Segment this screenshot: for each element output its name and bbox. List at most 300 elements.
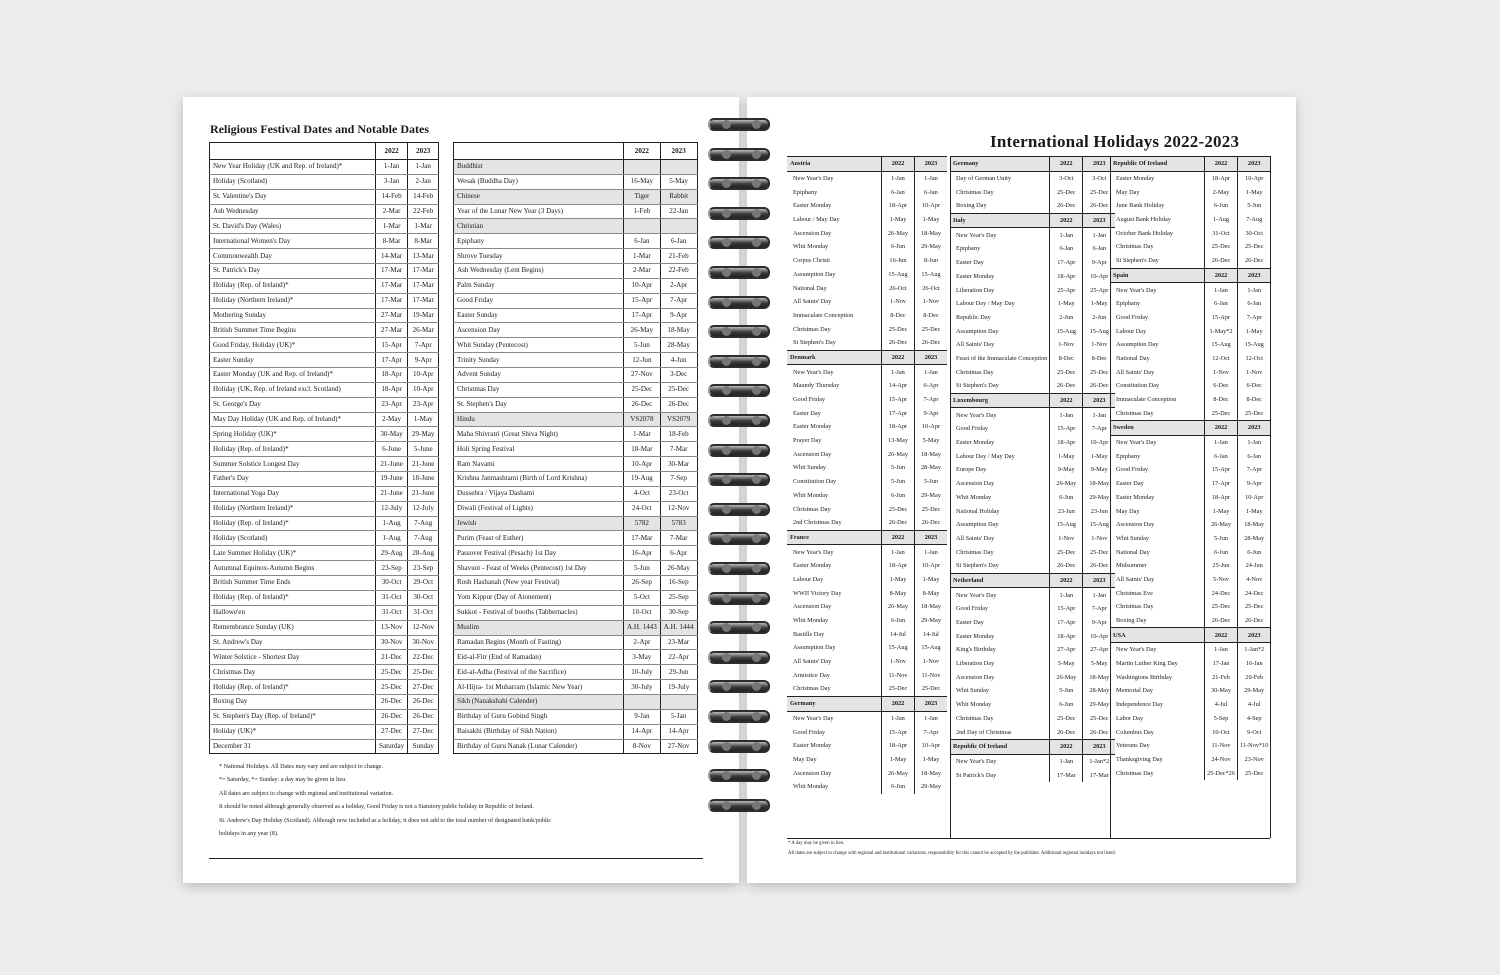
festival-name: Birthday of Guru Gobind Singh bbox=[454, 709, 624, 724]
holiday-row bbox=[787, 295, 947, 309]
holiday-row bbox=[787, 309, 947, 323]
date-2022: 5-Nov bbox=[1205, 573, 1238, 587]
date-2022: 18-Apr bbox=[1050, 436, 1083, 450]
holiday-name: All Saints' Day bbox=[956, 534, 995, 542]
date-2022: 23-Jun bbox=[1050, 504, 1083, 518]
date-2023: 7-Apr bbox=[408, 338, 439, 353]
date-2022: 31-Oct bbox=[376, 590, 408, 605]
holiday-name: Feast of the Immaculate Conception bbox=[956, 354, 1048, 362]
date-2023: 23-Nov bbox=[1238, 753, 1271, 767]
holiday-row bbox=[950, 616, 1115, 630]
date-2022: 1-Jan bbox=[1050, 228, 1083, 242]
event-name: Mothering Sunday bbox=[210, 308, 376, 323]
festival-name: Krishna Janmashtami (Birth of Lord Krishna) bbox=[454, 472, 624, 487]
date-2023: 15-Aug bbox=[1083, 518, 1116, 532]
date-2023: 6-Jan bbox=[1083, 242, 1116, 256]
date-2023: 7-Mar bbox=[660, 531, 697, 546]
date-2023: 6-Jan bbox=[1238, 449, 1271, 463]
festival-name: Holi Spring Festival bbox=[454, 442, 624, 457]
date-2022: 26-Dec bbox=[624, 397, 661, 412]
event-name: Remembrance Sunday (UK) bbox=[210, 620, 376, 635]
holiday-row bbox=[787, 240, 947, 254]
holiday-row bbox=[950, 256, 1115, 270]
date-2023: 1-May bbox=[408, 412, 439, 427]
date-2023: 6-Apr bbox=[915, 379, 948, 393]
date-2022: 25-Dec bbox=[1050, 185, 1083, 199]
holiday-name: Epiphany bbox=[1116, 452, 1141, 460]
festival-name: Muslim bbox=[454, 620, 624, 635]
date-2022: 1-Jan bbox=[882, 171, 915, 185]
date-2022: 17-Apr bbox=[624, 308, 661, 323]
holiday-name: Epiphany bbox=[1116, 300, 1141, 308]
date-2022: 25-Dec bbox=[882, 322, 915, 336]
event-name: International Women's Day bbox=[210, 234, 376, 249]
date-2022: 25-Dec bbox=[882, 682, 915, 696]
date-2023: 17-Mar bbox=[408, 293, 439, 308]
table-row bbox=[210, 620, 439, 635]
table-row bbox=[210, 397, 439, 412]
date-2022: 15-Apr bbox=[1050, 422, 1083, 436]
holiday-row bbox=[1110, 338, 1270, 352]
year-header: 2023 bbox=[408, 143, 439, 160]
country-header-row bbox=[950, 213, 1115, 228]
holiday-name: May Day bbox=[1116, 188, 1140, 196]
date-2022: 9-Jan bbox=[624, 709, 661, 724]
holiday-row bbox=[1110, 725, 1270, 739]
holiday-name: National Holiday bbox=[956, 507, 1000, 515]
holiday-name: New Year's Day bbox=[793, 714, 834, 722]
holiday-name: Easter Day bbox=[1116, 480, 1144, 488]
holiday-name: Boxing Day bbox=[956, 202, 987, 210]
holiday-name: 2nd Day of Christmas bbox=[956, 728, 1012, 736]
date-2022: 6-Jun bbox=[1050, 491, 1083, 505]
date-2023: 1-May bbox=[1083, 449, 1116, 463]
date-2023: 5-May bbox=[915, 434, 948, 448]
date-2023: 5-Jun bbox=[915, 475, 948, 489]
festival-name: Jewish bbox=[454, 516, 624, 531]
date-2022: 24-Dec bbox=[1205, 586, 1238, 600]
year-header: 2023 bbox=[915, 350, 948, 365]
year-header: 2023 bbox=[1238, 421, 1271, 436]
year-header: 2023 bbox=[1083, 739, 1116, 754]
date-2023: 18-May bbox=[1083, 477, 1116, 491]
holiday-row bbox=[950, 185, 1115, 199]
date-2022: 27-Mar bbox=[376, 308, 408, 323]
holiday-name: Bastille Day bbox=[793, 630, 825, 638]
event-name: Ash Wednesday bbox=[210, 204, 376, 219]
holiday-row bbox=[950, 629, 1115, 643]
holiday-name: Columbus Day bbox=[1116, 728, 1154, 736]
holiday-name: Assumption Day bbox=[956, 521, 999, 529]
date-2023: 26-Dec bbox=[660, 397, 697, 412]
holiday-row bbox=[950, 408, 1115, 422]
date-2022: 26-Dec bbox=[882, 336, 915, 350]
date-2023: 29-Jun bbox=[660, 665, 697, 680]
date-2023: 14-Feb bbox=[408, 189, 439, 204]
holiday-name: New Year's Day bbox=[1116, 646, 1157, 654]
holiday-name: New Year's Day bbox=[956, 757, 997, 765]
holiday-row bbox=[1110, 185, 1270, 199]
event-name: British Summer Time Begins bbox=[210, 323, 376, 338]
punch-hole bbox=[752, 446, 761, 455]
date-2022: 1-Jan bbox=[376, 160, 408, 175]
date-2023: 8-Mar bbox=[408, 234, 439, 249]
date-2023: 25-Apr bbox=[1083, 283, 1116, 297]
date-2023: 1-May bbox=[915, 753, 948, 767]
date-2023: 30-Oct bbox=[1238, 226, 1271, 240]
date-2022: 17-Mar bbox=[624, 531, 661, 546]
date-2023: 16-Jan bbox=[1238, 657, 1271, 671]
holiday-name: Christmas Day bbox=[956, 548, 994, 556]
date-2022: 6-Jun bbox=[1205, 545, 1238, 559]
holiday-row bbox=[1110, 670, 1270, 684]
country-name: Luxembourg bbox=[950, 393, 1050, 408]
date-2022: 15-Aug bbox=[1050, 518, 1083, 532]
holiday-name: New Year's Day bbox=[793, 368, 834, 376]
punch-hole bbox=[722, 268, 731, 277]
date-2023 bbox=[660, 219, 697, 234]
date-2023: 26-Dec bbox=[408, 694, 439, 709]
holiday-name: Whit Monday bbox=[793, 617, 829, 625]
holiday-name: New Year's Day bbox=[793, 175, 834, 183]
date-2022: 12-Jun bbox=[624, 353, 661, 368]
date-2023: 7-Mar bbox=[660, 442, 697, 457]
date-2022: 6-Jun bbox=[882, 614, 915, 628]
date-2023: 10-Apr bbox=[1083, 629, 1116, 643]
holiday-row bbox=[950, 504, 1115, 518]
holiday-name: Whit Monday bbox=[793, 783, 829, 791]
date-2023: 22-Feb bbox=[660, 264, 697, 279]
festival-name: Yom Kippur (Day of Atonement) bbox=[454, 590, 624, 605]
date-2022: 9-May bbox=[1050, 463, 1083, 477]
date-2022: 19-June bbox=[376, 472, 408, 487]
holiday-row bbox=[1110, 712, 1270, 726]
punch-hole bbox=[752, 505, 761, 514]
date-2022: Tiger bbox=[624, 189, 661, 204]
date-2022: 14-Mar bbox=[376, 249, 408, 264]
festival-name: Al-Hijra- 1st Muharram (Islamic New Year) bbox=[454, 680, 624, 695]
holiday-name: Ascension Day bbox=[956, 480, 995, 488]
date-2022: 18-Apr bbox=[882, 199, 915, 213]
holiday-row bbox=[787, 502, 947, 516]
date-2022: 26-May bbox=[882, 447, 915, 461]
holiday-row bbox=[950, 297, 1115, 311]
date-2022: 8-May bbox=[882, 586, 915, 600]
table-row bbox=[210, 249, 439, 264]
date-2023: 25-Dec bbox=[1238, 600, 1271, 614]
holiday-name: Easter Monday bbox=[956, 439, 995, 447]
holiday-row bbox=[1110, 614, 1270, 628]
festival-name: Eid-al-Adha (Festival of the Sacrifice) bbox=[454, 665, 624, 680]
holiday-name: Christmas Day bbox=[956, 368, 994, 376]
date-2023: 15-Aug bbox=[1238, 338, 1271, 352]
holiday-name: Midsummer bbox=[1116, 562, 1147, 570]
date-2022: 25-Jun bbox=[1205, 559, 1238, 573]
holiday-name: Boxing Day bbox=[1116, 617, 1147, 625]
year-header: 2022 bbox=[1205, 268, 1238, 283]
date-2023: 10-Apr bbox=[915, 420, 948, 434]
religion-group-row bbox=[454, 189, 698, 204]
date-2023: 26-Dec bbox=[1083, 199, 1116, 213]
holiday-row bbox=[1110, 324, 1270, 338]
holiday-row bbox=[1110, 600, 1270, 614]
holiday-row bbox=[787, 600, 947, 614]
date-2022: 25-Apr bbox=[1050, 283, 1083, 297]
date-2023: 1-Jan bbox=[915, 711, 948, 725]
date-2023: 7-Sep bbox=[660, 472, 697, 487]
table-row bbox=[454, 204, 698, 219]
date-2023: 10-Apr bbox=[1238, 171, 1271, 185]
date-2022: 27-Dec bbox=[376, 724, 408, 739]
date-2023: 25-Dec bbox=[1238, 240, 1271, 254]
date-2022: 1-Jan bbox=[1050, 588, 1083, 602]
date-2022: 25-Dec bbox=[1050, 365, 1083, 379]
date-2023: 10-Apr bbox=[915, 559, 948, 573]
table-row bbox=[210, 308, 439, 323]
event-name: St. David's Day (Wales) bbox=[210, 219, 376, 234]
date-2022: 27-Mar bbox=[376, 323, 408, 338]
date-2023: 7-Aug bbox=[408, 531, 439, 546]
punch-hole bbox=[752, 416, 761, 425]
date-2022: 1-Jan bbox=[1205, 435, 1238, 449]
holiday-name: Easter Monday bbox=[956, 272, 995, 280]
date-2022: 18-Apr bbox=[882, 420, 915, 434]
date-2023: 1-Jan bbox=[915, 545, 948, 559]
holiday-name: Easter Day bbox=[956, 619, 984, 627]
festival-name: Maha Shivratri (Great Shiva Night) bbox=[454, 427, 624, 442]
table-row bbox=[210, 635, 439, 650]
table-row bbox=[210, 516, 439, 531]
holiday-name: King's Birthday bbox=[956, 646, 996, 654]
table-row bbox=[454, 368, 698, 383]
date-2022: 25-Dec bbox=[1050, 712, 1083, 726]
date-2023: 6-Apr bbox=[660, 546, 697, 561]
date-2022: 26-Dec bbox=[376, 694, 408, 709]
year-header: 2022 bbox=[882, 157, 915, 172]
date-2023: 7-Apr bbox=[1238, 311, 1271, 325]
table-row bbox=[210, 293, 439, 308]
holiday-name: Ascension Day bbox=[1116, 521, 1155, 529]
date-2023: 29-May bbox=[915, 489, 948, 503]
holiday-row bbox=[787, 365, 947, 379]
date-2023: 7-Aug bbox=[408, 516, 439, 531]
holiday-name: Independence Day bbox=[1116, 701, 1164, 709]
date-2022: 25-Dec bbox=[624, 382, 661, 397]
festival-name: Ascension Day bbox=[454, 323, 624, 338]
date-2022: A.H. 1443 bbox=[624, 620, 661, 635]
religion-group-row bbox=[454, 412, 698, 427]
date-2023: 27-Nov bbox=[660, 739, 697, 754]
holiday-name: Republic Day bbox=[956, 313, 991, 321]
date-2022: 16-Apr bbox=[624, 546, 661, 561]
holiday-row bbox=[1110, 491, 1270, 505]
year-header: 2023 bbox=[1238, 268, 1271, 283]
event-name: Holiday (Northern Ireland)* bbox=[210, 293, 376, 308]
holiday-row bbox=[950, 559, 1115, 573]
column-divider bbox=[1110, 156, 1111, 838]
table-row bbox=[454, 531, 698, 546]
date-2022: 15-Apr bbox=[1205, 311, 1238, 325]
religion-group-row bbox=[454, 516, 698, 531]
date-2022: 26-Dec bbox=[1050, 725, 1083, 739]
date-2022: 17-Apr bbox=[882, 406, 915, 420]
punch-hole bbox=[722, 120, 731, 129]
holiday-name: Day of German Unity bbox=[956, 175, 1012, 183]
date-2023: 7-Apr bbox=[915, 725, 948, 739]
festival-name: Sikh (Nanakshahi Calender) bbox=[454, 694, 624, 709]
holiday-row bbox=[1110, 449, 1270, 463]
date-2022: 14-Feb bbox=[376, 189, 408, 204]
holiday-name: Christmas Day bbox=[956, 188, 994, 196]
date-2023: 5-June bbox=[408, 442, 439, 457]
event-name: Holiday (UK)* bbox=[210, 724, 376, 739]
holiday-name: August Bank Holiday bbox=[1116, 216, 1171, 224]
holiday-row bbox=[787, 586, 947, 600]
date-2023: 26-May bbox=[660, 561, 697, 576]
holiday-name: Memorial Day bbox=[1116, 687, 1153, 695]
holiday-row bbox=[950, 242, 1115, 256]
date-2023: 1-Jan bbox=[915, 171, 948, 185]
festival-name: Ash Wednesday (Lent Begins) bbox=[454, 264, 624, 279]
table-header-row bbox=[454, 143, 698, 160]
date-2023: 18-May bbox=[1238, 518, 1271, 532]
event-name: May Day Holiday (UK and Rep. of Ireland)* bbox=[210, 412, 376, 427]
holiday-row bbox=[787, 199, 947, 213]
date-2023: A.H. 1444 bbox=[660, 620, 697, 635]
holiday-name: National Day bbox=[1116, 548, 1150, 556]
date-2022: 15-Aug bbox=[882, 268, 915, 282]
holiday-name: Whit Monday bbox=[956, 701, 992, 709]
date-2023: 11-Nov bbox=[915, 668, 948, 682]
event-name: Holiday (UK, Rep. of Ireland excl. Scotland) bbox=[210, 382, 376, 397]
year-header: 2023 bbox=[1238, 628, 1271, 643]
holiday-name: Labour Day bbox=[1116, 327, 1147, 335]
date-2023: 9-May bbox=[1083, 463, 1116, 477]
table-row bbox=[454, 293, 698, 308]
date-2023: 6-Jan bbox=[915, 185, 948, 199]
holiday-name: Ascension Day bbox=[793, 450, 832, 458]
date-2022: 1-Jan bbox=[1205, 283, 1238, 297]
date-2022: 5-Jun bbox=[882, 461, 915, 475]
year-header: 2023 bbox=[1083, 393, 1116, 408]
date-2022: 26-Oct bbox=[882, 281, 915, 295]
date-2022: 25-Dec bbox=[1205, 600, 1238, 614]
holiday-row bbox=[1110, 254, 1270, 268]
punch-hole bbox=[722, 653, 731, 662]
date-2022 bbox=[624, 160, 661, 175]
date-2023: 25-Dec bbox=[1083, 185, 1116, 199]
date-2023: 2-Apr bbox=[660, 278, 697, 293]
holiday-row bbox=[787, 641, 947, 655]
country-name: France bbox=[787, 530, 882, 545]
event-name: Commonwealth Day bbox=[210, 249, 376, 264]
date-2022: 25-Dec bbox=[1050, 545, 1083, 559]
table-row bbox=[210, 724, 439, 739]
date-2022: 8-Mar bbox=[376, 234, 408, 249]
holiday-row bbox=[950, 365, 1115, 379]
holiday-name: Easter Monday bbox=[1116, 175, 1155, 183]
date-2023: 1-Jan*2 bbox=[1083, 754, 1116, 768]
date-2022: 3-Jan bbox=[376, 174, 408, 189]
country-name: Austria bbox=[787, 157, 882, 172]
date-2023: 27-Dec bbox=[408, 724, 439, 739]
year-header: 2022 bbox=[882, 350, 915, 365]
date-2022: 29-Aug bbox=[376, 546, 408, 561]
holiday-name: Ascension Day bbox=[793, 603, 832, 611]
date-2022: 15-Aug bbox=[1205, 338, 1238, 352]
date-2023: 30-Oct bbox=[408, 590, 439, 605]
table-row bbox=[454, 174, 698, 189]
holiday-row bbox=[950, 532, 1115, 546]
punch-hole bbox=[722, 150, 731, 159]
holiday-row bbox=[950, 491, 1115, 505]
date-2022: 26-May bbox=[882, 226, 915, 240]
holiday-name: June Bank Holiday bbox=[1116, 202, 1165, 210]
holiday-row bbox=[950, 449, 1115, 463]
religious-dates-table bbox=[453, 142, 698, 754]
date-2022: 26-Dec bbox=[1205, 614, 1238, 628]
holiday-name: All Saints' Day bbox=[793, 658, 832, 666]
holiday-name: Good Friday bbox=[793, 728, 826, 736]
date-2022: 17-Mar bbox=[376, 278, 408, 293]
date-2022: 8-Dec bbox=[1205, 393, 1238, 407]
date-2022: 11-Nov bbox=[882, 668, 915, 682]
holiday-row bbox=[1110, 171, 1270, 185]
holiday-name: Assumption Day bbox=[793, 644, 836, 652]
date-2023: 28-May bbox=[1083, 684, 1116, 698]
holiday-name: WWII Victory Day bbox=[793, 589, 842, 597]
date-2023: 1-May bbox=[915, 213, 948, 227]
event-name: Winter Solstice - Shortest Day bbox=[210, 650, 376, 665]
holiday-row bbox=[1110, 586, 1270, 600]
holiday-name: Christmas Day bbox=[956, 714, 994, 722]
event-name: Holiday (Rep. of Ireland)* bbox=[210, 516, 376, 531]
country-header-row bbox=[787, 157, 947, 172]
holiday-name: Christmas Day bbox=[1116, 409, 1154, 417]
date-2022: 1-Nov bbox=[1205, 365, 1238, 379]
holiday-name: Martin Luther King Day bbox=[1116, 660, 1178, 668]
date-2023: 24-Jun bbox=[1238, 559, 1271, 573]
date-2022: 26-May bbox=[624, 323, 661, 338]
festival-name: Sukkot - Festival of booths (Tabbernacles) bbox=[454, 605, 624, 620]
festival-name: Christmas Day bbox=[454, 382, 624, 397]
column-divider bbox=[950, 156, 951, 838]
date-2023: 1-Jan bbox=[1083, 228, 1116, 242]
holiday-row bbox=[950, 311, 1115, 325]
date-2023: 7-Apr bbox=[1083, 602, 1116, 616]
holiday-name: St Stephen's Day bbox=[956, 562, 999, 570]
date-2023: 12-Nov bbox=[660, 501, 697, 516]
date-2023: 5-Jan bbox=[660, 709, 697, 724]
holiday-name: Christmas Eve bbox=[1116, 589, 1153, 597]
holiday-name: Immaculate Conception bbox=[1116, 396, 1177, 404]
date-2022: 15-Apr bbox=[376, 338, 408, 353]
table-row bbox=[454, 308, 698, 323]
holiday-name: Labour Day bbox=[793, 575, 824, 583]
date-2022: 12-Oct bbox=[1205, 352, 1238, 366]
date-2022: 5-Jun bbox=[624, 561, 661, 576]
date-2023: 12-Nov bbox=[408, 620, 439, 635]
table-row bbox=[210, 576, 439, 591]
date-2022: 15-Aug bbox=[882, 641, 915, 655]
date-2023: 21-Feb bbox=[660, 249, 697, 264]
holiday-row bbox=[950, 199, 1115, 213]
table-row bbox=[210, 412, 439, 427]
holiday-row bbox=[950, 725, 1115, 739]
date-2022: 30-Nov bbox=[376, 635, 408, 650]
event-name: Holiday (Northern Ireland)* bbox=[210, 501, 376, 516]
country-header-row bbox=[787, 696, 947, 711]
